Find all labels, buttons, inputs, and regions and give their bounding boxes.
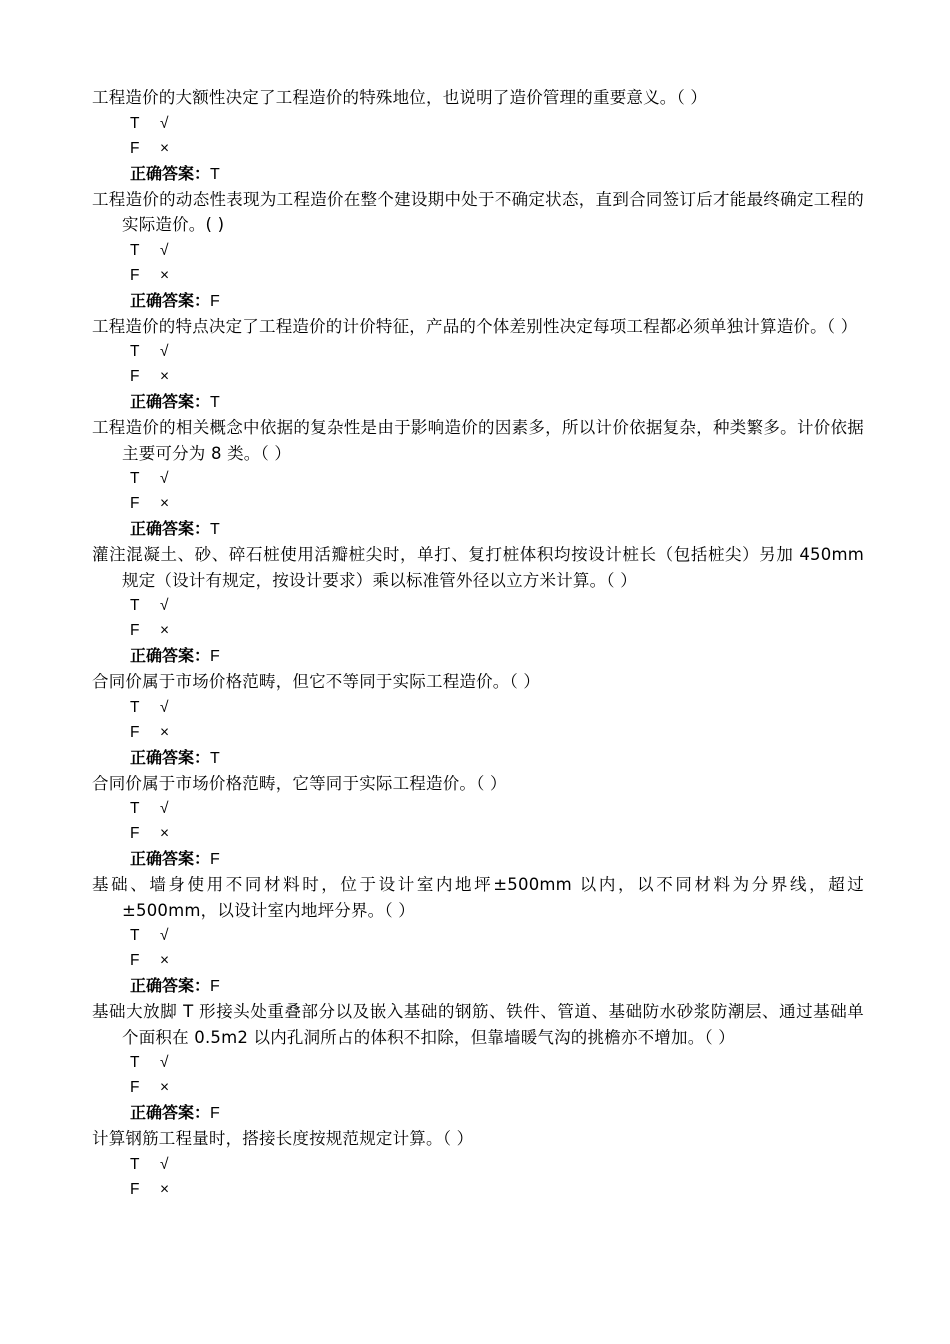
- cross-mark: ×: [160, 952, 170, 969]
- answer-label: 正确答案：: [130, 976, 211, 995]
- option-true: [92, 796, 864, 821]
- check-mark: √: [160, 343, 169, 360]
- cross-mark: ×: [160, 825, 170, 842]
- question-10: [92, 1126, 864, 1202]
- option-letter: T: [130, 1155, 140, 1173]
- question-text: 基础、墙身使用不同材料时，位于设计室内地坪±500mm 以内，以不同材料为分界线，超过±500mm，以设计室内地坪分界。（ ）: [92, 875, 864, 920]
- option-true: [92, 695, 864, 720]
- answer-label: 正确答案：: [130, 1103, 211, 1122]
- option-letter: T: [130, 1054, 140, 1071]
- answer-value: F: [210, 648, 220, 665]
- option-letter: T: [130, 114, 140, 132]
- answer-label: 正确答案：: [130, 290, 211, 310]
- correct-answer: [92, 846, 864, 872]
- option-letter: T: [130, 241, 140, 259]
- option-letter: F: [130, 368, 140, 385]
- cross-mark: ×: [160, 1079, 170, 1096]
- option-letter: F: [130, 622, 140, 639]
- option-true: [92, 1152, 864, 1177]
- option-true: [92, 466, 864, 491]
- option-true: [92, 339, 864, 364]
- option-true: [92, 238, 864, 263]
- cross-mark: ×: [160, 139, 170, 157]
- correct-answer: [92, 1100, 864, 1126]
- option-false: [92, 720, 864, 745]
- option-true: [92, 1050, 864, 1075]
- check-mark: √: [160, 800, 169, 817]
- answer-label: 正确答案：: [130, 519, 211, 538]
- option-false: [92, 136, 864, 161]
- question-3: [92, 314, 864, 416]
- check-mark: √: [160, 470, 169, 487]
- check-mark: √: [160, 114, 169, 132]
- cross-mark: ×: [160, 723, 170, 741]
- check-mark: √: [160, 698, 169, 716]
- cross-mark: ×: [160, 368, 170, 385]
- option-true: [92, 111, 864, 136]
- question-4: [92, 415, 864, 542]
- cross-mark: ×: [160, 1180, 170, 1198]
- answer-label: 正确答案：: [130, 646, 211, 665]
- cross-mark: ×: [160, 495, 170, 512]
- question-text: 工程造价的大额性决定了工程造价的特殊地位，也说明了造价管理的重要意义。（ ）: [92, 88, 708, 107]
- option-false: [92, 821, 864, 846]
- answer-label: 正确答案：: [130, 849, 211, 868]
- option-letter: T: [130, 597, 140, 614]
- option-letter: T: [130, 343, 140, 360]
- answer-value: T: [210, 521, 220, 538]
- answer-value: F: [210, 851, 220, 868]
- option-false: [92, 491, 864, 516]
- question-text: 合同价属于市场价格范畴，它等同于实际工程造价。（ ）: [92, 773, 507, 793]
- option-letter: F: [130, 952, 140, 969]
- answer-label: 正确答案：: [130, 163, 211, 183]
- question-text: 计算钢筋工程量时，搭接长度按规范规定计算。（ ）: [92, 1129, 474, 1148]
- document-page: [92, 85, 864, 1202]
- cross-mark: ×: [160, 622, 170, 639]
- correct-answer: [92, 745, 864, 771]
- option-true: [92, 593, 864, 618]
- option-letter: T: [130, 927, 140, 944]
- correct-answer: [92, 973, 864, 999]
- answer-value: F: [210, 978, 220, 995]
- question-text: 工程造价的特点决定了工程造价的计价特征，产品的个体差别性决定每项工程都必须单独计算造价。（ ）: [92, 316, 858, 336]
- option-letter: F: [130, 1180, 140, 1198]
- correct-answer: [92, 643, 864, 669]
- option-letter: T: [130, 470, 140, 487]
- option-letter: F: [130, 139, 140, 157]
- question-text: 合同价属于市场价格范畴，但它不等同于实际工程造价。（ ）: [92, 672, 541, 691]
- answer-value: T: [210, 165, 220, 183]
- option-false: [92, 948, 864, 973]
- question-text: 工程造价的相关概念中依据的复杂性是由于影响造价的因素多，所以计价依据复杂，种类繁多。计价依据主要可分为 8 类。（ ）: [92, 418, 864, 463]
- question-1: [92, 85, 864, 187]
- question-2: [92, 187, 864, 314]
- answer-label: 正确答案：: [130, 392, 211, 411]
- check-mark: √: [160, 1054, 169, 1071]
- option-letter: T: [130, 800, 140, 817]
- question-text: 工程造价的动态性表现为工程造价在整个建设期中处于不确定状态，直到合同签订后才能最终确定工程的实际造价。( ): [92, 189, 864, 234]
- question-9: [92, 999, 864, 1126]
- option-false: [92, 1075, 864, 1100]
- question-8: [92, 872, 864, 999]
- option-false: [92, 1177, 864, 1202]
- option-false: [92, 618, 864, 643]
- correct-answer: [92, 288, 864, 314]
- check-mark: √: [160, 597, 169, 614]
- correct-answer: [92, 389, 864, 415]
- question-5: [92, 542, 864, 669]
- option-true: [92, 923, 864, 948]
- option-letter: F: [130, 825, 140, 842]
- question-6: [92, 669, 864, 771]
- option-letter: F: [130, 1079, 140, 1096]
- check-mark: √: [160, 927, 169, 944]
- question-7: [92, 771, 864, 873]
- answer-value: T: [210, 394, 220, 411]
- option-false: [92, 263, 864, 288]
- correct-answer: [92, 161, 864, 187]
- answer-value: F: [210, 292, 220, 310]
- answer-label: 正确答案：: [130, 747, 211, 767]
- answer-value: T: [210, 749, 220, 767]
- correct-answer: [92, 516, 864, 542]
- answer-value: F: [210, 1105, 220, 1122]
- question-text: 灌注混凝土、砂、碎石桩使用活瓣桩尖时，单打、复打桩体积均按设计桩长（包括桩尖）另加 450mm 规定（设计有规定，按设计要求）乘以标准管外径以立方米计算。（ ）: [92, 545, 864, 590]
- option-letter: T: [130, 698, 140, 716]
- option-false: [92, 364, 864, 389]
- option-letter: F: [130, 266, 140, 284]
- option-letter: F: [130, 495, 140, 512]
- check-mark: √: [160, 1155, 169, 1173]
- cross-mark: ×: [160, 266, 170, 284]
- check-mark: √: [160, 241, 169, 259]
- option-letter: F: [130, 723, 140, 741]
- question-text: 基础大放脚 T 形接头处重叠部分以及嵌入基础的钢筋、铁件、管道、基础防水砂浆防潮层、通过基础单个面积在 0.5m2 以内孔洞所占的体积不扣除，但靠墙暖气沟的挑檐亦不增加。（ ）: [92, 1002, 864, 1047]
